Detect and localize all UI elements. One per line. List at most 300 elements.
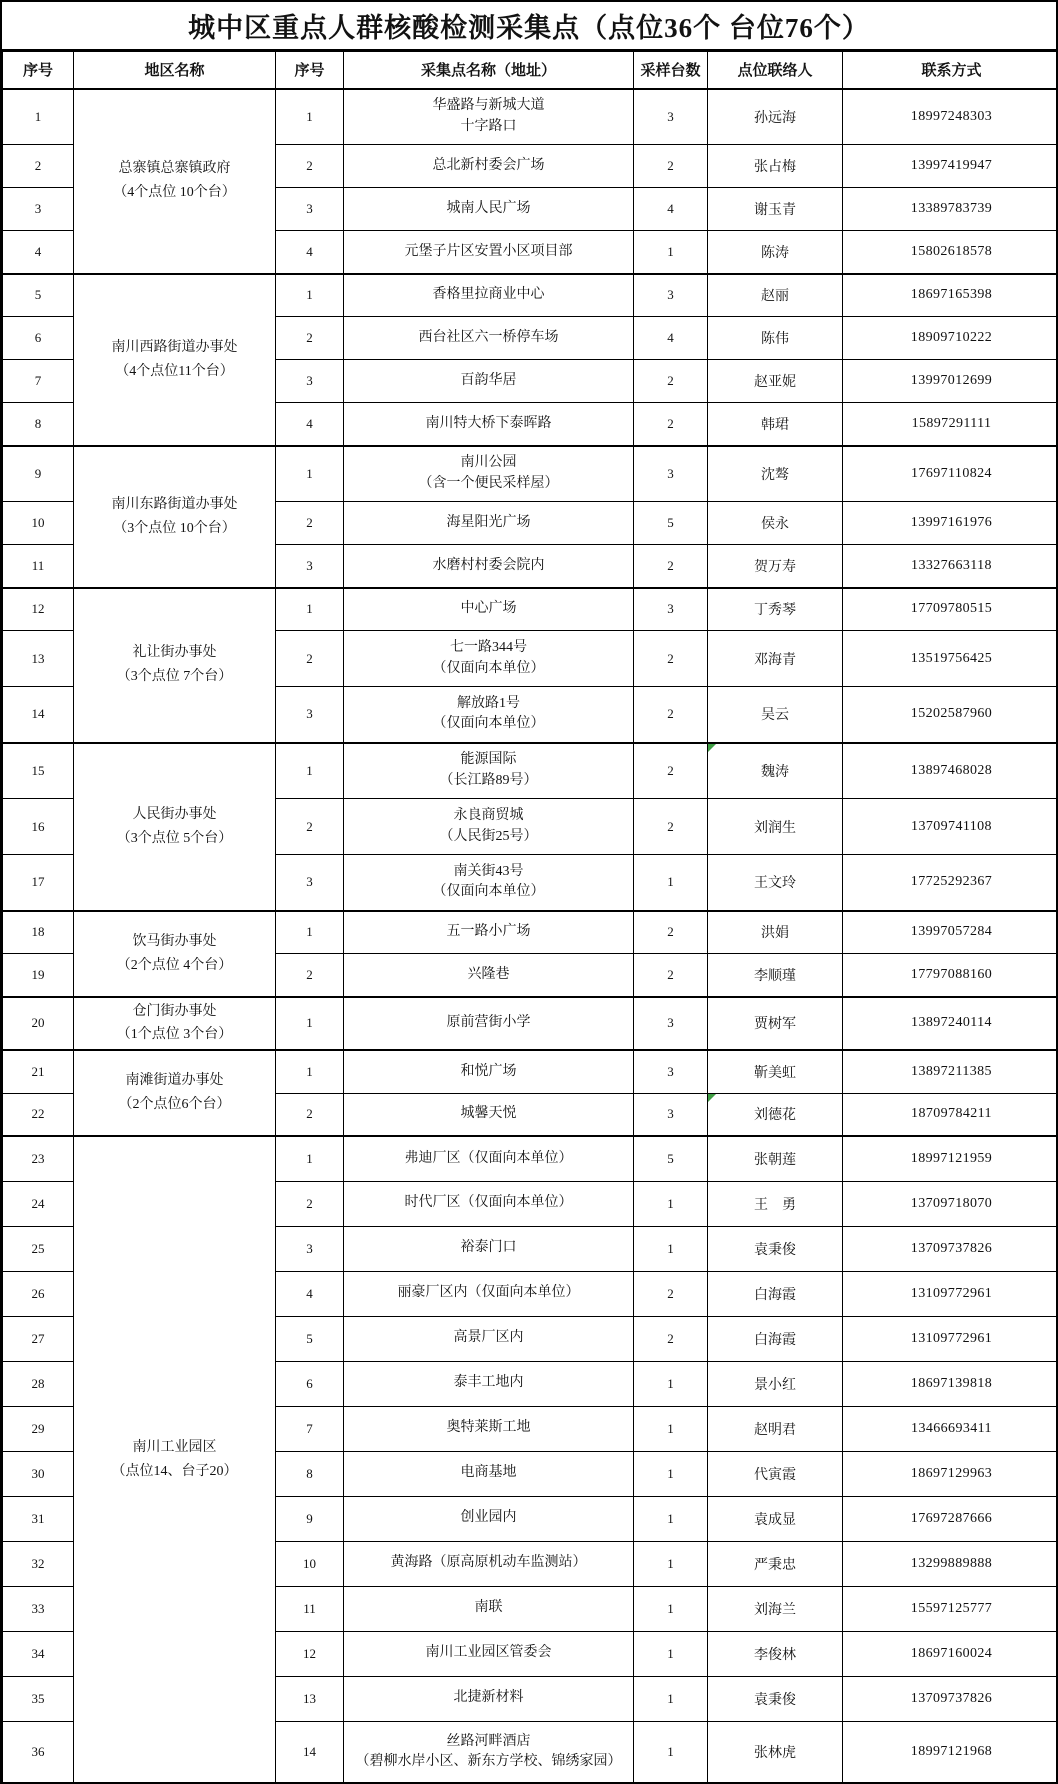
site-name-line: 城南人民广场 [446, 200, 531, 216]
site-name-line: 南联 [474, 1600, 503, 1616]
cell-site-serial: 2 [276, 145, 344, 188]
cell-contact-phone: 13466693411 [843, 1406, 1058, 1451]
cell-serial: 5 [3, 274, 74, 317]
cell-site-serial: 1 [276, 446, 344, 502]
cell-station-count: 2 [634, 403, 708, 446]
site-name-line: 华盛路与新城大道 [432, 98, 545, 114]
cell-contact-phone: 13709741108 [843, 799, 1058, 855]
cell-contact-person: 孙远海 [708, 89, 843, 145]
cell-serial: 6 [3, 317, 74, 360]
cell-serial: 14 [3, 687, 74, 743]
cell-station-count: 5 [634, 502, 708, 545]
cell-serial: 19 [3, 954, 74, 997]
cell-contact-person: 张朝莲 [708, 1136, 843, 1181]
cell-serial: 30 [3, 1451, 74, 1496]
site-name-line: 兴隆巷 [467, 966, 510, 982]
cell-station-count: 2 [634, 954, 708, 997]
table-row [3, 743, 1058, 799]
cell-contact-person: 代寅霞 [708, 1451, 843, 1496]
cell-site-serial: 1 [276, 89, 344, 145]
table-row [3, 446, 1058, 502]
cell-serial: 1 [3, 89, 74, 145]
cell-site-serial: 7 [276, 1406, 344, 1451]
cell-site-serial: 2 [276, 317, 344, 360]
site-name-line: 丽豪厂区内（仅面向本单位） [397, 1285, 580, 1301]
cell-site-serial: 1 [276, 588, 344, 631]
header-contact-phone: 联系方式 [843, 52, 1058, 89]
area-count-note: （3个点位 10个台） [113, 520, 236, 536]
cell-serial: 27 [3, 1316, 74, 1361]
cell-area-name [74, 274, 276, 446]
cell-contact-phone: 18697139818 [843, 1361, 1058, 1406]
cell-area-name [74, 997, 276, 1051]
cell-contact-phone: 18697165398 [843, 274, 1058, 317]
table-row [3, 1050, 1058, 1093]
cell-site-serial: 3 [276, 360, 344, 403]
cell-station-count: 2 [634, 545, 708, 588]
cell-contact-phone: 13299889888 [843, 1541, 1058, 1586]
cell-contact-phone: 18697160024 [843, 1631, 1058, 1676]
cell-station-count: 1 [634, 1181, 708, 1226]
cell-site-serial: 3 [276, 545, 344, 588]
cell-serial: 23 [3, 1136, 74, 1181]
cell-site-name [344, 1050, 634, 1093]
site-name-line: 黄海路（原高原机动车监测站） [390, 1555, 587, 1571]
area-name-line: 人民街办事处 [132, 806, 217, 822]
area-count-note: （3个点位 5个台） [116, 830, 233, 846]
cell-area-name [74, 911, 276, 997]
cell-contact-phone: 13997057284 [843, 911, 1058, 954]
cell-site-serial: 6 [276, 1361, 344, 1406]
cell-contact-phone: 15597125777 [843, 1586, 1058, 1631]
site-name-line: 十字路口 [460, 118, 517, 134]
site-name-line: 永良商贸城 [453, 808, 524, 824]
cell-serial: 28 [3, 1361, 74, 1406]
cell-site-name [344, 446, 634, 502]
cell-serial: 26 [3, 1271, 74, 1316]
cell-site-serial: 14 [276, 1721, 344, 1783]
cell-serial: 11 [3, 545, 74, 588]
cell-serial: 4 [3, 231, 74, 274]
cell-site-serial: 2 [276, 502, 344, 545]
cell-site-serial: 1 [276, 997, 344, 1051]
cell-serial: 18 [3, 911, 74, 954]
cell-serial: 17 [3, 855, 74, 911]
cell-contact-phone: 18997121959 [843, 1136, 1058, 1181]
cell-contact-phone: 13709737826 [843, 1226, 1058, 1271]
cell-contact-phone: 17709780515 [843, 588, 1058, 631]
cell-site-name [344, 954, 634, 997]
cell-contact-phone: 18997248303 [843, 89, 1058, 145]
cell-serial: 22 [3, 1093, 74, 1136]
site-name-line: 南关街43号 [453, 863, 524, 879]
cell-area-name [74, 1136, 276, 1783]
site-name-line: 原前营街小学 [446, 1015, 531, 1031]
site-name-line: （仅面向本单位） [432, 660, 545, 676]
area-name-line: 饮马街办事处 [132, 933, 217, 949]
cell-serial: 8 [3, 403, 74, 446]
cell-station-count: 2 [634, 743, 708, 799]
cell-contact-person: 靳美虹 [708, 1050, 843, 1093]
cell-station-count: 3 [634, 997, 708, 1051]
cell-station-count: 4 [634, 317, 708, 360]
cell-contact-person: 吴云 [708, 687, 843, 743]
cell-contact-phone: 15897291111 [843, 403, 1058, 446]
site-name-line: 水磨村村委会院内 [432, 557, 545, 573]
cell-site-name [344, 1676, 634, 1721]
cell-contact-phone: 18997121968 [843, 1721, 1058, 1783]
cell-serial: 9 [3, 446, 74, 502]
site-name-line: 时代厂区（仅面向本单位） [404, 1195, 573, 1211]
cell-contact-phone: 13709718070 [843, 1181, 1058, 1226]
cell-station-count: 2 [634, 1271, 708, 1316]
area-count-note: （点位14、台子20） [111, 1463, 238, 1479]
cell-site-serial: 1 [276, 911, 344, 954]
cell-contact-person: 贺万寿 [708, 545, 843, 588]
site-name-line: 元堡子片区安置小区项目部 [404, 243, 573, 259]
site-name-line: （碧柳水岸小区、新东方学校、锦绣家园） [355, 1753, 622, 1769]
site-name-line: （含一个便民采样屋） [418, 475, 559, 491]
cell-station-count: 4 [634, 188, 708, 231]
cell-contact-phone: 13997012699 [843, 360, 1058, 403]
cell-site-serial: 4 [276, 1271, 344, 1316]
cell-serial: 32 [3, 1541, 74, 1586]
cell-site-serial: 1 [276, 743, 344, 799]
cell-site-name [344, 1136, 634, 1181]
collection-points-table [2, 51, 1058, 1784]
site-name-line: （人民街25号） [439, 828, 538, 844]
cell-station-count: 3 [634, 89, 708, 145]
cell-serial: 15 [3, 743, 74, 799]
cell-contact-phone: 17697110824 [843, 446, 1058, 502]
cell-contact-phone: 15802618578 [843, 231, 1058, 274]
site-name-line: （仅面向本单位） [432, 716, 545, 732]
cell-serial: 31 [3, 1496, 74, 1541]
cell-site-serial: 2 [276, 1181, 344, 1226]
cell-site-serial: 3 [276, 855, 344, 911]
cell-station-count: 1 [634, 1586, 708, 1631]
area-count-note: （2个点位 4个台） [116, 957, 233, 973]
header-site-name: 采集点名称（地址） [344, 52, 634, 89]
site-name-line: 丝路河畔酒店 [446, 1733, 531, 1749]
cell-contact-phone: 13327663118 [843, 545, 1058, 588]
cell-contact-person: 刘德花 [708, 1093, 843, 1136]
site-name-line: 解放路1号 [457, 695, 520, 711]
table-row [3, 997, 1058, 1051]
cell-serial: 29 [3, 1406, 74, 1451]
cell-contact-phone: 18697129963 [843, 1451, 1058, 1496]
site-name-line: （仅面向本单位） [432, 884, 545, 900]
header-row [3, 52, 1058, 89]
cell-contact-person: 袁秉俊 [708, 1226, 843, 1271]
site-name-line: 城馨天悦 [460, 1106, 517, 1122]
header-contact-person: 点位联络人 [708, 52, 843, 89]
table-row [3, 274, 1058, 317]
cell-station-count: 3 [634, 274, 708, 317]
cell-site-name [344, 1226, 634, 1271]
cell-contact-person: 赵亚妮 [708, 360, 843, 403]
cell-contact-person: 赵丽 [708, 274, 843, 317]
cell-area-name [74, 1050, 276, 1136]
table-body [3, 89, 1058, 1784]
cell-site-name [344, 1316, 634, 1361]
cell-site-name [344, 1271, 634, 1316]
site-name-line: 南川特大桥下泰晖路 [425, 415, 552, 431]
area-name-line: 南川东路街道办事处 [111, 496, 238, 512]
cell-site-name [344, 1586, 634, 1631]
cell-station-count: 1 [634, 1451, 708, 1496]
cell-site-name [344, 274, 634, 317]
cell-serial: 10 [3, 502, 74, 545]
cell-station-count: 3 [634, 1050, 708, 1093]
cell-station-count: 3 [634, 588, 708, 631]
cell-area-name [74, 743, 276, 911]
cell-site-serial: 8 [276, 1451, 344, 1496]
cell-contact-person: 王 勇 [708, 1181, 843, 1226]
table-row [3, 911, 1058, 954]
cell-contact-person: 刘海兰 [708, 1586, 843, 1631]
cell-station-count: 3 [634, 1093, 708, 1136]
site-name-line: 百韵华居 [460, 372, 517, 388]
area-name-line: 总寨镇总寨镇政府 [118, 161, 231, 177]
area-count-note: （1个点位 3个台） [116, 1027, 233, 1043]
table-header [3, 52, 1058, 89]
cell-station-count: 2 [634, 145, 708, 188]
cell-site-serial: 13 [276, 1676, 344, 1721]
cell-contact-phone: 13897468028 [843, 743, 1058, 799]
cell-contact-person: 严秉忠 [708, 1541, 843, 1586]
cell-site-serial: 11 [276, 1586, 344, 1631]
cell-site-serial: 9 [276, 1496, 344, 1541]
cell-contact-person: 洪娟 [708, 911, 843, 954]
site-name-line: （长江路89号） [439, 772, 538, 788]
area-name-line: 南川西路街道办事处 [111, 339, 238, 355]
cell-contact-person: 谢玉青 [708, 188, 843, 231]
cell-contact-person: 丁秀琴 [708, 588, 843, 631]
cell-site-name [344, 502, 634, 545]
cell-contact-person: 白海霞 [708, 1316, 843, 1361]
cell-site-serial: 1 [276, 1136, 344, 1181]
cell-site-name [344, 317, 634, 360]
header-serial: 序号 [3, 52, 74, 89]
cell-contact-phone: 18909710222 [843, 317, 1058, 360]
cell-station-count: 2 [634, 631, 708, 687]
cell-site-name [344, 1451, 634, 1496]
cell-site-name [344, 231, 634, 274]
cell-contact-phone: 17725292367 [843, 855, 1058, 911]
cell-station-count: 1 [634, 1496, 708, 1541]
site-name-line: 五一路小广场 [446, 924, 531, 940]
cell-site-serial: 1 [276, 274, 344, 317]
cell-serial: 20 [3, 997, 74, 1051]
cell-serial: 13 [3, 631, 74, 687]
page-title: 城中区重点人群核酸检测采集点（点位36个 台位76个） [2, 2, 1056, 51]
cell-serial: 24 [3, 1181, 74, 1226]
cell-contact-person: 陈伟 [708, 317, 843, 360]
cell-site-serial: 3 [276, 1226, 344, 1271]
cell-contact-person: 王文玲 [708, 855, 843, 911]
cell-station-count: 1 [634, 1631, 708, 1676]
cell-site-serial: 4 [276, 231, 344, 274]
cell-station-count: 5 [634, 1136, 708, 1181]
cell-site-serial: 3 [276, 188, 344, 231]
cell-contact-person: 魏涛 [708, 743, 843, 799]
cell-serial: 34 [3, 1631, 74, 1676]
cell-site-name [344, 1541, 634, 1586]
cell-site-serial: 2 [276, 1093, 344, 1136]
cell-site-name [344, 360, 634, 403]
cell-serial: 33 [3, 1586, 74, 1631]
site-name-line: 奥特莱斯工地 [446, 1420, 531, 1436]
site-name-line: 和悦广场 [460, 1063, 517, 1079]
cell-site-name [344, 997, 634, 1051]
cell-site-name [344, 911, 634, 954]
cell-contact-phone: 15202587960 [843, 687, 1058, 743]
cell-contact-person: 邓海青 [708, 631, 843, 687]
cell-contact-person: 刘润生 [708, 799, 843, 855]
cell-area-name [74, 89, 276, 274]
cell-site-name [344, 1406, 634, 1451]
cell-contact-person: 韩珺 [708, 403, 843, 446]
site-name-line: 高景厂区内 [453, 1330, 524, 1346]
cell-site-name [344, 403, 634, 446]
cell-contact-phone: 13897211385 [843, 1050, 1058, 1093]
cell-site-name [344, 799, 634, 855]
site-name-line: 南川公园 [460, 455, 517, 471]
cell-station-count: 1 [634, 1541, 708, 1586]
site-name-line: 总北新村委会广场 [432, 157, 545, 173]
site-name-line: 北捷新材料 [453, 1690, 524, 1706]
cell-station-count: 2 [634, 360, 708, 403]
cell-station-count: 1 [634, 1676, 708, 1721]
cell-site-name [344, 1181, 634, 1226]
site-name-line: 七一路344号 [450, 640, 527, 656]
cell-site-serial: 2 [276, 631, 344, 687]
cell-site-name [344, 631, 634, 687]
site-name-line: 海星阳光广场 [446, 514, 531, 530]
cell-contact-phone: 17697287666 [843, 1496, 1058, 1541]
cell-site-serial: 2 [276, 954, 344, 997]
cell-station-count: 2 [634, 911, 708, 954]
cell-contact-person: 袁秉俊 [708, 1676, 843, 1721]
site-name-line: 弗迪厂区（仅面向本单位） [404, 1150, 573, 1166]
cell-site-name [344, 89, 634, 145]
header-site-serial: 序号 [276, 52, 344, 89]
cell-site-name [344, 855, 634, 911]
site-name-line: 裕泰门口 [460, 1240, 517, 1256]
site-name-line: 南川工业园区管委会 [425, 1645, 552, 1661]
cell-site-serial: 4 [276, 403, 344, 446]
cell-contact-person: 景小红 [708, 1361, 843, 1406]
cell-site-serial: 10 [276, 1541, 344, 1586]
area-name-line: 仓门街办事处 [132, 1003, 217, 1019]
cell-site-name [344, 1496, 634, 1541]
site-name-line: 电商基地 [460, 1465, 517, 1481]
cell-contact-phone: 18709784211 [843, 1093, 1058, 1136]
cell-serial: 36 [3, 1721, 74, 1783]
cell-serial: 7 [3, 360, 74, 403]
cell-site-serial: 5 [276, 1316, 344, 1361]
site-name-line: 能源国际 [460, 752, 517, 768]
cell-contact-phone: 13709737826 [843, 1676, 1058, 1721]
cell-station-count: 3 [634, 446, 708, 502]
cell-site-name [344, 1361, 634, 1406]
cell-contact-person: 赵明君 [708, 1406, 843, 1451]
cell-contact-phone: 13109772961 [843, 1271, 1058, 1316]
cell-station-count: 1 [634, 1721, 708, 1783]
cell-area-name [74, 446, 276, 588]
area-count-note: （4个点位 10个台） [113, 185, 236, 200]
cell-contact-phone: 13109772961 [843, 1316, 1058, 1361]
cell-contact-person: 张占梅 [708, 145, 843, 188]
cell-site-name [344, 145, 634, 188]
header-area-name: 地区名称 [74, 52, 276, 89]
cell-site-name [344, 1093, 634, 1136]
cell-site-name [344, 1631, 634, 1676]
cell-station-count: 1 [634, 855, 708, 911]
cell-contact-person: 白海霞 [708, 1271, 843, 1316]
cell-contact-phone: 13997419947 [843, 145, 1058, 188]
cell-station-count: 1 [634, 1361, 708, 1406]
cell-station-count: 2 [634, 687, 708, 743]
area-name-line: 南川工业园区 [132, 1439, 217, 1455]
cell-contact-person: 李俊林 [708, 1631, 843, 1676]
cell-contact-person: 李顺瑾 [708, 954, 843, 997]
cell-contact-person: 贾树军 [708, 997, 843, 1051]
cell-station-count: 1 [634, 1226, 708, 1271]
site-name-line: 创业园内 [460, 1510, 517, 1526]
cell-serial: 21 [3, 1050, 74, 1093]
cell-site-name [344, 588, 634, 631]
cell-contact-person: 沈骜 [708, 446, 843, 502]
table-row [3, 588, 1058, 631]
cell-area-name [74, 588, 276, 743]
cell-site-name [344, 188, 634, 231]
cell-contact-person: 袁成显 [708, 1496, 843, 1541]
site-name-line: 泰丰工地内 [453, 1375, 524, 1391]
cell-site-name [344, 545, 634, 588]
cell-site-name [344, 687, 634, 743]
area-name-line: 礼让街办事处 [132, 645, 217, 661]
header-station-count: 采样台数 [634, 52, 708, 89]
cell-contact-person: 侯永 [708, 502, 843, 545]
site-name-line: 西台社区六一桥停车场 [418, 329, 559, 345]
cell-site-serial: 12 [276, 1631, 344, 1676]
cell-site-serial: 3 [276, 687, 344, 743]
area-count-note: （2个点位6个台） [118, 1097, 231, 1113]
cell-contact-person: 陈涛 [708, 231, 843, 274]
cell-station-count: 2 [634, 1316, 708, 1361]
cell-serial: 25 [3, 1226, 74, 1271]
area-count-note: （4个点位11个台） [115, 363, 234, 379]
cell-site-serial: 2 [276, 799, 344, 855]
cell-contact-phone: 13997161976 [843, 502, 1058, 545]
cell-station-count: 2 [634, 799, 708, 855]
cell-contact-person: 张林虎 [708, 1721, 843, 1783]
cell-contact-phone: 13897240114 [843, 997, 1058, 1051]
site-name-line: 香格里拉商业中心 [432, 287, 545, 303]
site-name-line: 中心广场 [460, 601, 517, 617]
cell-station-count: 1 [634, 231, 708, 274]
cell-serial: 16 [3, 799, 74, 855]
cell-contact-phone: 13519756425 [843, 631, 1058, 687]
cell-serial: 2 [3, 145, 74, 188]
area-name-line: 南滩街道办事处 [125, 1073, 224, 1089]
table-row [3, 89, 1058, 145]
cell-site-serial: 1 [276, 1050, 344, 1093]
area-count-note: （3个点位 7个台） [116, 669, 233, 684]
cell-contact-phone: 13389783739 [843, 188, 1058, 231]
